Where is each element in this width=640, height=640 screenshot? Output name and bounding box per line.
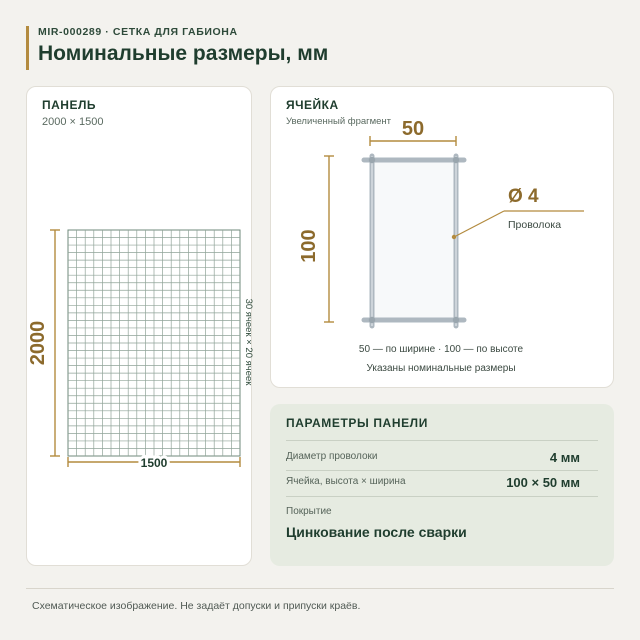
cell-height-dimension xyxy=(298,156,334,322)
panel-mesh-note: 30 ячеек × 20 ячеек xyxy=(243,298,254,386)
product-code: MIR-000289 · СЕТКА ДЛЯ ГАБИОНА xyxy=(38,26,238,38)
param-wire-diameter-value: 4 мм xyxy=(549,450,580,465)
cell-label: ЯЧЕЙКА xyxy=(286,98,339,112)
page-title: Номинальные размеры, мм xyxy=(38,42,329,65)
params-divider xyxy=(286,496,598,497)
footer-note: Схематическое изображение. Не задаёт допуски и припуски краёв. xyxy=(32,600,361,612)
param-wire-diameter-label: Диаметр проволоки xyxy=(286,451,378,462)
params-divider xyxy=(286,470,598,471)
param-coating-value: Цинкование после сварки xyxy=(286,524,467,540)
param-cell-size-label: Ячейка, высота × ширина xyxy=(286,476,406,487)
cell-width-dimension xyxy=(370,118,456,146)
panel-width-label: 1500 xyxy=(140,456,168,470)
cell-subtitle: Увеличенный фрагмент xyxy=(286,116,392,127)
cell-note-nominal: Указаны номинальные размеры xyxy=(366,363,516,374)
wire-caption: Проволока xyxy=(508,219,562,231)
footer-divider xyxy=(26,588,614,589)
param-cell-size-value: 100 × 50 мм xyxy=(506,475,580,490)
wire-callout xyxy=(452,186,584,239)
cell-wire-frame xyxy=(364,156,464,326)
params-divider xyxy=(286,440,598,441)
panel-label: ПАНЕЛЬ xyxy=(42,98,97,112)
cell-note-dimensions: 50 — по ширине · 100 — по высоте xyxy=(358,344,524,355)
cell-height-label: 100 xyxy=(298,229,320,263)
panel-size: 2000 × 1500 xyxy=(42,116,104,128)
wire-diameter-label: Ø 4 xyxy=(508,186,539,207)
param-coating-label: Покрытие xyxy=(286,506,332,517)
panel-height-label: 2000 xyxy=(27,320,49,366)
cell-width-label: 50 xyxy=(401,118,425,140)
params-title: ПАРАМЕТРЫ ПАНЕЛИ xyxy=(286,416,428,430)
